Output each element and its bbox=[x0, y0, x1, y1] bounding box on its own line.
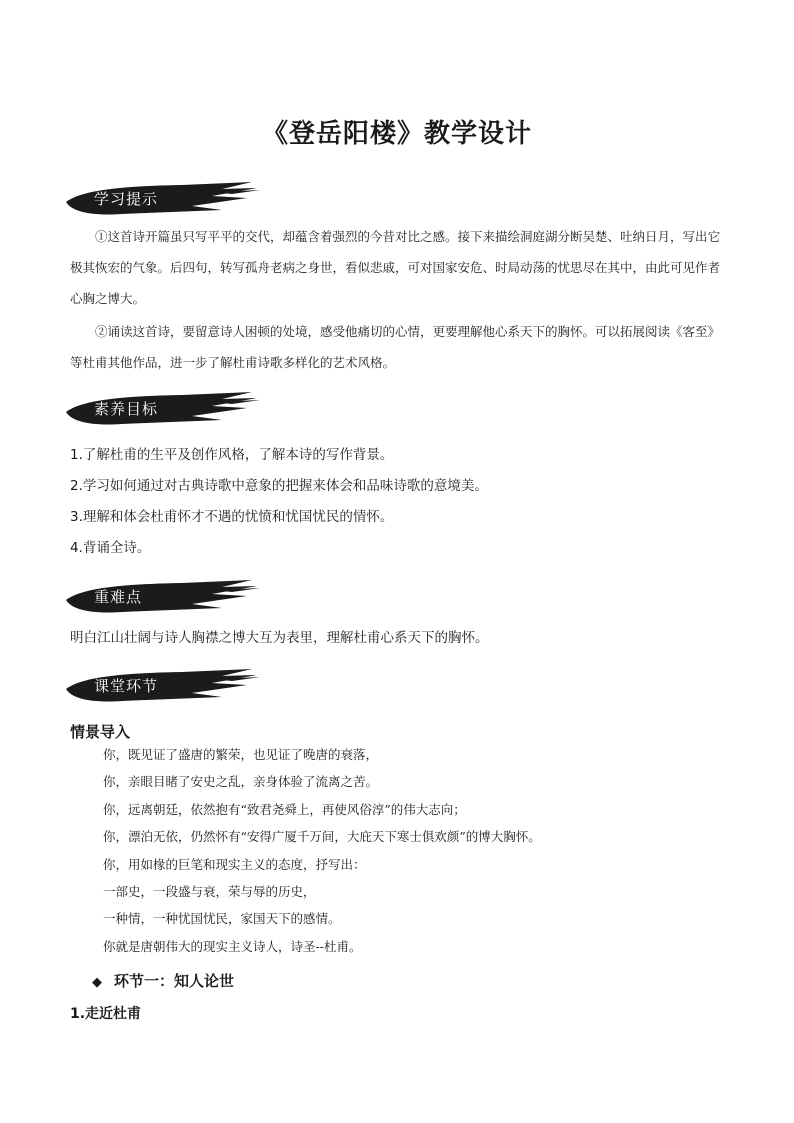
tips-paragraph-1: ①这首诗开篇虽只写平平的交代，却蕴含着强烈的今昔对比之感。接下来描绘洞庭湖分断吴楚、吐纳日月，写出它极其恢宏的气象。后四句，转写孤舟老病之身世，看似悲戚，可对国家安危、时局动荡的忧思尽在其中，由此可见作者心胸之博大。 bbox=[70, 229, 721, 306]
intro-lines bbox=[103, 741, 743, 960]
brush-stroke-icon bbox=[62, 667, 262, 707]
list-item: 你，远离朝廷，依然抱有“致君尧舜上，再使风俗淳”的伟大志向； bbox=[103, 801, 466, 817]
list-item: 一部史，一段盛与衰，荣与辱的历史， bbox=[103, 884, 316, 900]
page-title: 《登岳阳楼》教学设计 bbox=[261, 119, 532, 149]
list-item: 你，既见证了盛唐的繁荣，也见证了晚唐的衰落， bbox=[103, 747, 379, 762]
key-points-text: 明白江山壮阔与诗人胸襟之博大互为表里，理解杜甫心系天下的胸怀。 bbox=[70, 630, 489, 646]
section-heading-goals bbox=[62, 390, 262, 430]
section-heading-label: 课堂环节 bbox=[94, 677, 159, 695]
list-item: 3.理解和体会杜甫怀才不遇的忧愤和忧国忧民的情怀。 bbox=[70, 509, 394, 525]
list-item: 你，亲眼目睹了安史之乱，亲身体验了流离之苦。 bbox=[103, 774, 379, 790]
section-heading-label: 素养目标 bbox=[94, 400, 159, 418]
list-item: 2.学习如何通过对古典诗歌中意象的把握来体会和品味诗歌的意境美。 bbox=[70, 478, 488, 494]
goals-list bbox=[70, 440, 730, 564]
step-heading-label: 环节一：知人论世 bbox=[114, 972, 235, 990]
section-heading-label: 重难点 bbox=[94, 588, 143, 606]
brush-stroke-icon bbox=[62, 578, 262, 618]
section-heading-key-points bbox=[62, 578, 262, 618]
list-item: 你就是唐朝伟大的现实主义诗人，诗圣--杜甫。 bbox=[103, 938, 362, 954]
section-heading-label: 学习提示 bbox=[94, 190, 159, 208]
step-subheading: 1.走近杜甫 bbox=[70, 1006, 142, 1022]
step-heading bbox=[92, 970, 234, 991]
diamond-bullet-icon: ◆ bbox=[92, 975, 102, 990]
brush-stroke-icon bbox=[62, 180, 262, 220]
section-heading-class bbox=[62, 667, 262, 707]
brush-stroke-icon bbox=[62, 390, 262, 430]
tips-paragraph-2: ②诵读这首诗，要留意诗人困顿的处境，感受他痛切的心情，更要理解他心系天下的胸怀。可以拓展阅读《客至》等杜甫其他作品，进一步了解杜甫诗歌多样化的艺术风格。 bbox=[70, 324, 721, 370]
list-item: 一种情，一种忧国忧民，家国天下的感情。 bbox=[103, 911, 341, 927]
section-heading-tips bbox=[62, 180, 262, 220]
list-item: 1.了解杜甫的生平及创作风格，了解本诗的写作背景。 bbox=[70, 447, 394, 463]
list-item: 4.背诵全诗。 bbox=[70, 540, 151, 556]
list-item: 你，漂泊无依，仍然怀有“安得广厦千万间，大庇天下寒士俱欢颜”的博大胸怀。 bbox=[103, 829, 541, 845]
intro-title: 情景导入 bbox=[70, 723, 131, 741]
list-item: 你，用如椽的巨笔和现实主义的态度，抒写出： bbox=[103, 856, 366, 872]
